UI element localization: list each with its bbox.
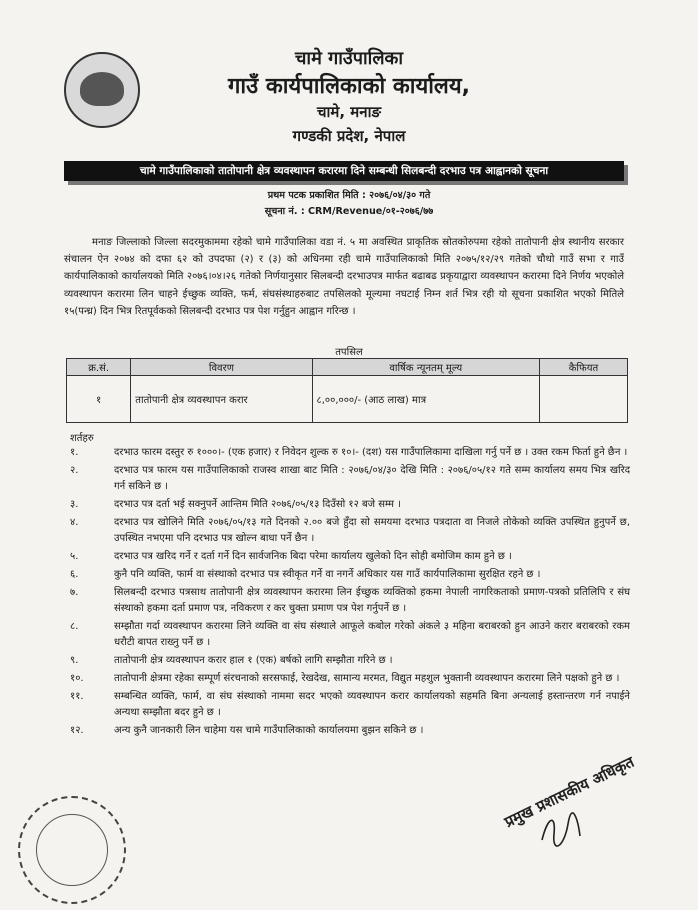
column-header-remarks: कैफियत xyxy=(539,359,627,376)
column-header-sn: क्र.सं. xyxy=(67,359,131,376)
cell-description: तातोपानी क्षेत्र व्यवस्थापन करार xyxy=(131,376,312,423)
first-published-date: प्रथम पटक प्रकाशित मिति : २०७६/०४/३० गते xyxy=(267,190,431,201)
province-name: गण्डकी प्रदेश, नेपाल xyxy=(292,127,406,145)
condition-text: दरभाउ पत्र दर्ता भई सक्नुपर्ने आन्तिम मिति २०७६/०५/१३ दिउँसो १२ बजे सम्म । xyxy=(114,499,401,510)
office-location: चामे, मनाङ xyxy=(316,103,382,121)
condition-text: दरभाउ पत्र खोलिने मिति २०७६/०५/१३ गते दिनको २.०० बजे हुँदा सो समयमा दरभाउ पत्रदाता वा निजले तोकेको व्यक्ति उपस्थित हुनुपर्ने छ, उपस्थित नभएमा पनि दरभाउ पत्र खोल्न बाधा पर्ने छैन । xyxy=(114,517,630,544)
condition-number: २. xyxy=(70,465,79,476)
condition-number: ४. xyxy=(70,517,79,528)
intro-paragraph: मनाङ जिल्लाको जिल्ला सदरमुकाममा रहेको चामे गाउँपालिका वडा नं. ५ मा अवस्थित प्राकृतिक स्रोतकोरुपमा रहेको तातोपानी क्षेत्र स्थानीय सरकार संचालन ऐन २०७४ को दफा ६२ को उपदफा (२) र (३) को अधिनमा रही चामे गाउँपालिकाको मिति २०७५/१२/२९ गतेको चौथो गाउँ सभा र गाउँ कार्यपालिकाको कार्यालयको मिति २०७६।०४।२६ गतेको निर्णयानुसार सिलबन्दी दरभाउपत्र मार्फत बढाबढ प्रकृयाद्वारा व्यवस्थापन करारमा दिने निर्णय भएकोले व्यवस्थापन करारमा लिन चाहने ईच्छुक व्यक्ति, फर्म, संघसंस्थाहरुबाट तपसिलको मूल्यमा नघटाई निम्न शर्त भित्र रही यो सूचना प्रकाशित भएको मितिले १५(पन्ध्र) दिन भित्र रितपूर्वकको सिलबन्दी दरभाउ पत्र पेश गर्नुहुन आह्वान गरिन्छ । xyxy=(64,237,624,317)
condition-number: ६. xyxy=(70,569,79,580)
list-item xyxy=(70,463,630,495)
condition-text: तातोपानी क्षेत्रमा रहेका सम्पूर्ण संरचनाको सरसफाई, रेखदेख, सामान्य मरमत, विद्युत महशुल भुक्तानी व्यवस्थापन करारमा लिने पक्षको हुने छ । xyxy=(114,673,620,684)
seal-inner-ring xyxy=(36,814,108,886)
conditions-heading: शर्तहरु xyxy=(70,433,94,444)
office-seal-stamp xyxy=(18,796,126,904)
condition-number: ७. xyxy=(70,587,79,598)
condition-number: ८. xyxy=(70,621,79,632)
condition-text: दरभाउ पत्र खरिद गर्ने र दर्ता गर्ने दिन सार्वजनिक बिदा परेमा कार्यालय खुलेको दिन सोही बमोजिम काम हुने छ । xyxy=(114,551,512,562)
list-item xyxy=(70,445,630,461)
condition-number: ९. xyxy=(70,655,79,666)
condition-number: ५. xyxy=(70,551,79,562)
list-item xyxy=(70,497,630,513)
condition-number: १०. xyxy=(70,673,84,684)
list-item xyxy=(70,671,630,687)
condition-number: १. xyxy=(70,447,79,458)
list-item xyxy=(70,653,630,669)
condition-text: सिलबन्दी दरभाउ पत्रसाथ तातोपानी क्षेत्र व्यवस्थापन करारमा लिन ईच्छुक व्यक्तिको हकमा नेपाली नागरिकताको प्रमाण-पत्रको प्रतिलिपि र संघ संस्थाको हकमा दर्ता प्रमाण पत्र, नविकरण र कर चुक्ता प्रमाण पत्र पेश गर्नुपर्ने छ । xyxy=(114,587,630,614)
notice-title-banner: चामे गाउँपालिकाको तातोपानी क्षेत्र व्यवस्थापन करारमा दिने सम्बन्धी सिलबन्दी दरभाउ पत्र आह्वानको सूचना xyxy=(64,161,624,181)
condition-text: कुनै पनि व्यक्ति, फार्म वा संस्थाको दरभाउ पत्र स्वीकृत गर्ने वा नगर्ने अधिकार यस गाउँ कार्यपालिकामा सुरक्षित रहने छ । xyxy=(114,569,541,580)
list-item xyxy=(70,567,630,583)
list-item xyxy=(70,515,630,547)
cell-remarks xyxy=(539,376,627,423)
list-item xyxy=(70,689,630,721)
notice-number: सूचना नं. : CRM/Revenue/०१-२०७६/७७ xyxy=(264,206,434,217)
table-row xyxy=(67,376,628,423)
condition-number: ३. xyxy=(70,499,79,510)
details-table xyxy=(66,358,628,423)
condition-text: अन्य कुनै जानकारी लिन चाहेमा यस चामे गाउँपालिकाको कार्यालयमा बुझन सकिने छ । xyxy=(114,725,424,736)
column-header-description: विवरण xyxy=(131,359,312,376)
signatory-title: प्रमुख प्रशासकीय अधिकृत xyxy=(501,752,637,832)
office-name: गाउँ कार्यपालिकाको कार्यालय, xyxy=(228,74,470,99)
municipality-name: चामे गाउँपालिका xyxy=(294,48,404,69)
handwritten-signature xyxy=(538,810,584,850)
column-header-min-price: वार्षिक न्यूनतम् मूल्य xyxy=(312,359,539,376)
condition-text: दरभाउ फारम दस्तुर रु १०००।- (एक हजार) र निवेदन शुल्क रु १०।- (दश) यस गाउँपालिकामा दाखिला गर्नु पर्ने छ । उक्त रकम फिर्ता हुने छैन । xyxy=(114,447,628,458)
list-item xyxy=(70,723,630,739)
table-caption: तपसिल xyxy=(335,347,363,358)
list-item xyxy=(70,619,630,651)
condition-text: दरभाउ पत्र फारम यस गाउँपालिकाको राजस्व शाखा बाट मिति : २०७६/०४/३० देखि मिति : २०७६/०५/१२ गते सम्म कार्यालय समय भित्र खरिद गर्न सकिने छ । xyxy=(114,465,630,492)
condition-number: १२. xyxy=(70,725,84,736)
cell-min-price: ८,००,०००/- (आठ लाख) मात्र xyxy=(312,376,539,423)
condition-number: ११. xyxy=(70,691,84,702)
list-item xyxy=(70,549,630,565)
conditions-list xyxy=(70,445,630,741)
cell-sn: १ xyxy=(67,376,131,423)
condition-text: तातोपानी क्षेत्र व्यवस्थापन करार हाल १ (एक) बर्षको लागि सम्झौता गरिने छ । xyxy=(114,655,393,666)
list-item xyxy=(70,585,630,617)
condition-text: सम्बन्धित व्यक्ति, फार्म, वा संघ संस्थाको नाममा सदर भएको व्यवस्थापन करार कार्यालयको सहमति बिना अन्यलाई हस्तान्तरण गर्न नपाईने अन्यथा सम्झौता बदर हुने छ । xyxy=(114,691,630,718)
condition-text: सम्झौता गर्दा व्यवस्थापन करारमा लिने व्यक्ति वा संघ संस्थाले आफूले कबोल गरेको अंकले ३ महिना बराबरको हुन आउने करार बराबरको रकम धरौटी बापत राख्नु पर्ने छ । xyxy=(114,621,630,648)
